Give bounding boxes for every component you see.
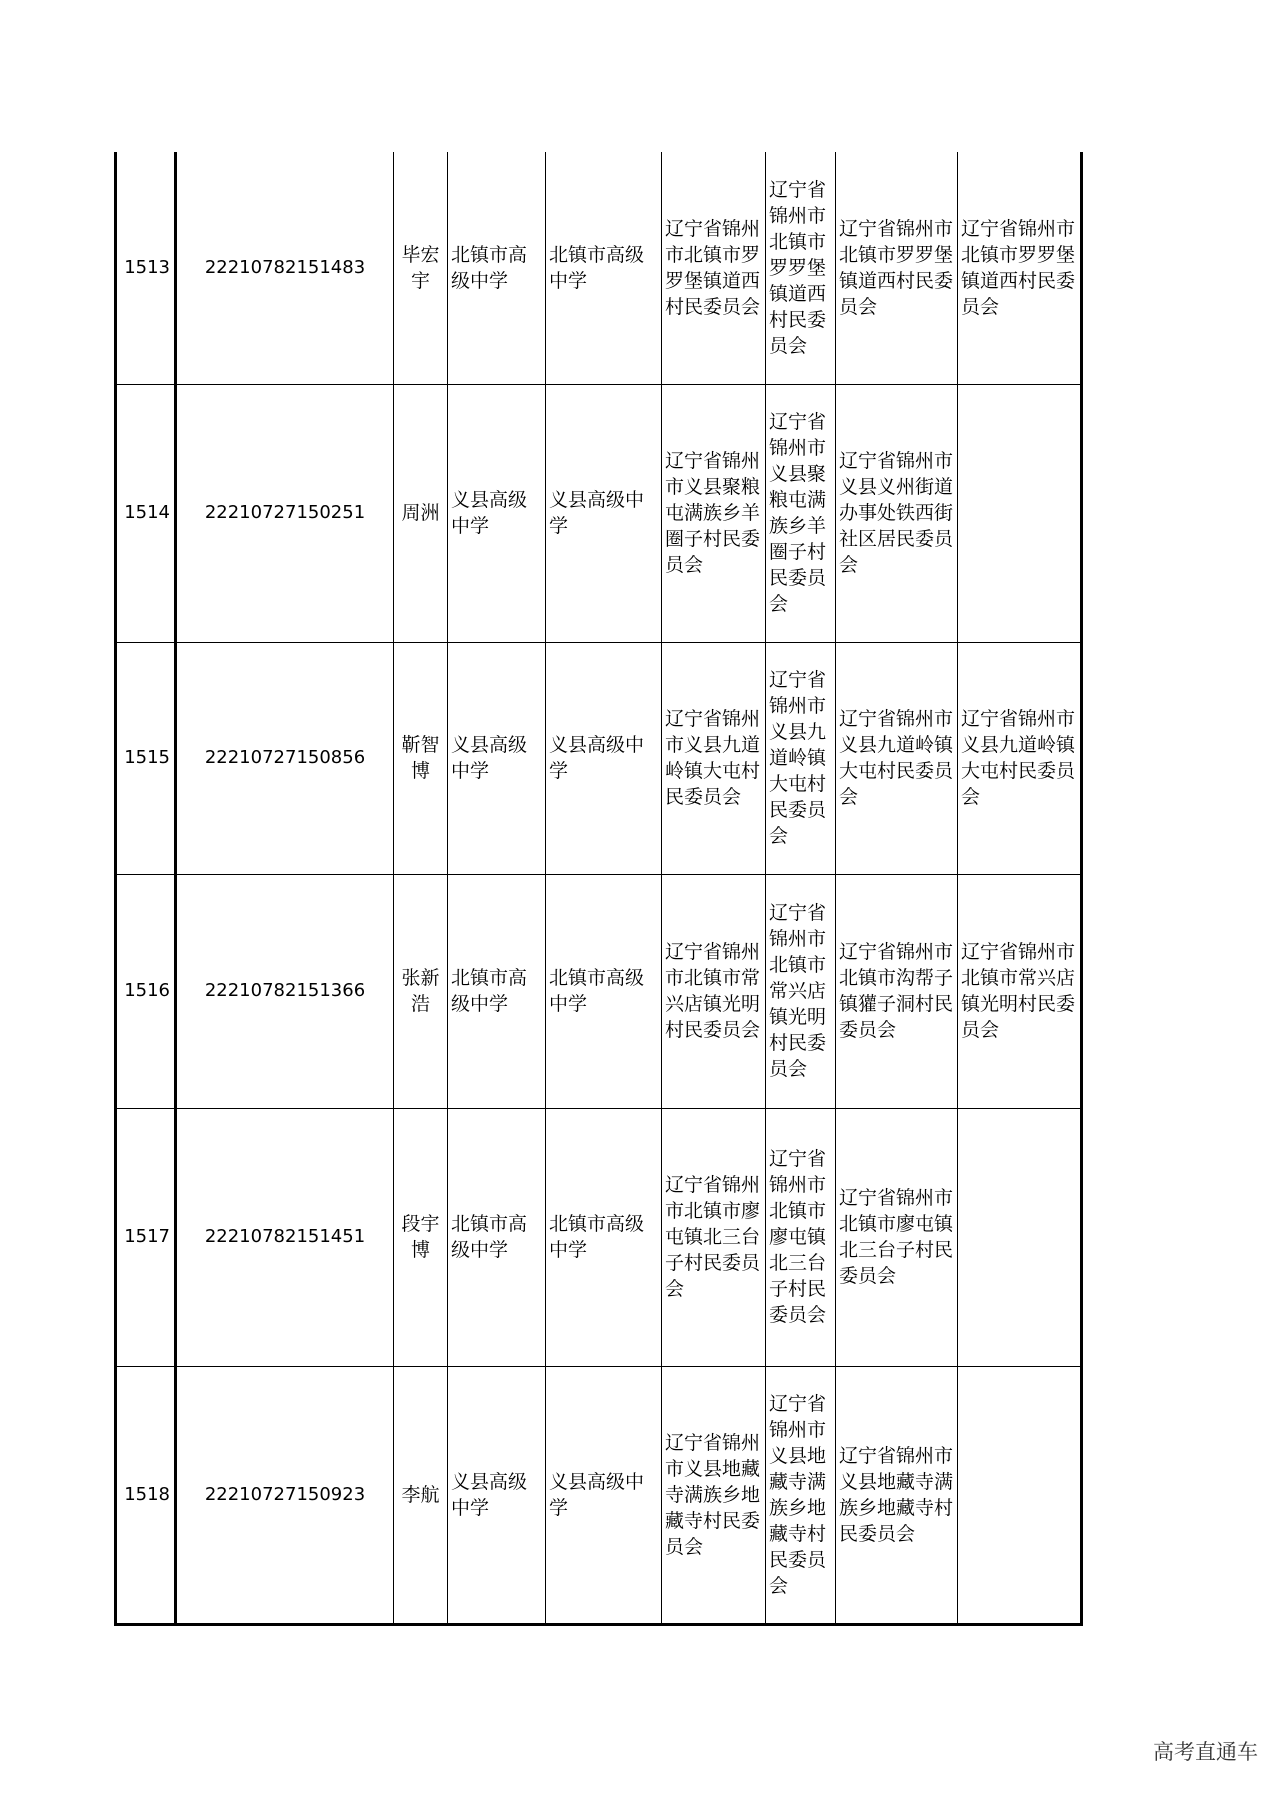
table-row [116,152,1082,384]
school-cell-2: 北镇市高级中学 [546,874,662,1108]
exam-id-cell: 22210782151366 [176,874,394,1108]
school-cell: 义县高级中学 [448,642,546,874]
address-cell-2: 辽宁省锦州市义县地藏寺满族乡地藏寺村民委员会 [766,1366,836,1624]
address-cell-1: 辽宁省锦州市义县九道岭镇大屯村民委员会 [662,642,766,874]
table-row [116,874,1082,1108]
school-cell: 北镇市高级中学 [448,152,546,384]
exam-id-cell: 22210782151483 [176,152,394,384]
student-name-cell: 李航 [394,1366,448,1624]
watermark-text: 高考直通车 [1153,1740,1258,1764]
records-table [114,152,1083,1626]
address-cell-4 [958,1366,1082,1624]
address-cell-2: 辽宁省锦州市义县九道岭镇大屯村民委员会 [766,642,836,874]
school-cell-2: 义县高级中学 [546,642,662,874]
exam-id-cell: 22210727150923 [176,1366,394,1624]
table-row [116,384,1082,642]
exam-id-cell: 22210727150251 [176,384,394,642]
table-row [116,1366,1082,1624]
student-name-cell: 段宇博 [394,1108,448,1366]
serial-number-cell: 1518 [116,1366,176,1624]
address-cell-2: 辽宁省锦州市北镇市常兴店镇光明村民委员会 [766,874,836,1108]
address-cell-3: 辽宁省锦州市义县义州街道办事处铁西街社区居民委员会 [836,384,958,642]
serial-number-cell: 1513 [116,152,176,384]
student-name-cell: 周洲 [394,384,448,642]
address-cell-1: 辽宁省锦州市北镇市罗罗堡镇道西村民委员会 [662,152,766,384]
address-cell-4 [958,384,1082,642]
serial-number-cell: 1515 [116,642,176,874]
exam-id-cell: 22210782151451 [176,1108,394,1366]
serial-number-cell: 1517 [116,1108,176,1366]
student-name-cell: 靳智博 [394,642,448,874]
student-name-cell: 张新浩 [394,874,448,1108]
address-cell-1: 辽宁省锦州市北镇市廖屯镇北三台子村民委员会 [662,1108,766,1366]
school-cell-2: 北镇市高级中学 [546,1108,662,1366]
address-cell-3: 辽宁省锦州市北镇市廖屯镇北三台子村民委员会 [836,1108,958,1366]
address-cell-4: 辽宁省锦州市义县九道岭镇大屯村民委员会 [958,642,1082,874]
school-cell-2: 义县高级中学 [546,1366,662,1624]
school-cell: 北镇市高级中学 [448,874,546,1108]
address-cell-1: 辽宁省锦州市义县聚粮屯满族乡羊圈子村民委员会 [662,384,766,642]
student-name-cell: 毕宏宇 [394,152,448,384]
school-cell: 义县高级中学 [448,384,546,642]
address-cell-3: 辽宁省锦州市北镇市罗罗堡镇道西村民委员会 [836,152,958,384]
address-cell-3: 辽宁省锦州市北镇市沟帮子镇獾子洞村民委员会 [836,874,958,1108]
school-cell: 义县高级中学 [448,1366,546,1624]
address-cell-2: 辽宁省锦州市北镇市罗罗堡镇道西村民委员会 [766,152,836,384]
address-cell-4: 辽宁省锦州市北镇市常兴店镇光明村民委员会 [958,874,1082,1108]
address-cell-2: 辽宁省锦州市北镇市廖屯镇北三台子村民委员会 [766,1108,836,1366]
address-cell-2: 辽宁省锦州市义县聚粮屯满族乡羊圈子村民委员会 [766,384,836,642]
school-cell-2: 义县高级中学 [546,384,662,642]
serial-number-cell: 1516 [116,874,176,1108]
school-cell: 北镇市高级中学 [448,1108,546,1366]
table-row [116,1108,1082,1366]
address-cell-4 [958,1108,1082,1366]
address-cell-1: 辽宁省锦州市北镇市常兴店镇光明村民委员会 [662,874,766,1108]
school-cell-2: 北镇市高级中学 [546,152,662,384]
address-cell-4: 辽宁省锦州市北镇市罗罗堡镇道西村民委员会 [958,152,1082,384]
serial-number-cell: 1514 [116,384,176,642]
address-cell-3: 辽宁省锦州市义县地藏寺满族乡地藏寺村民委员会 [836,1366,958,1624]
exam-id-cell: 22210727150856 [176,642,394,874]
table-row [116,642,1082,874]
address-cell-3: 辽宁省锦州市义县九道岭镇大屯村民委员会 [836,642,958,874]
address-cell-1: 辽宁省锦州市义县地藏寺满族乡地藏寺村民委员会 [662,1366,766,1624]
